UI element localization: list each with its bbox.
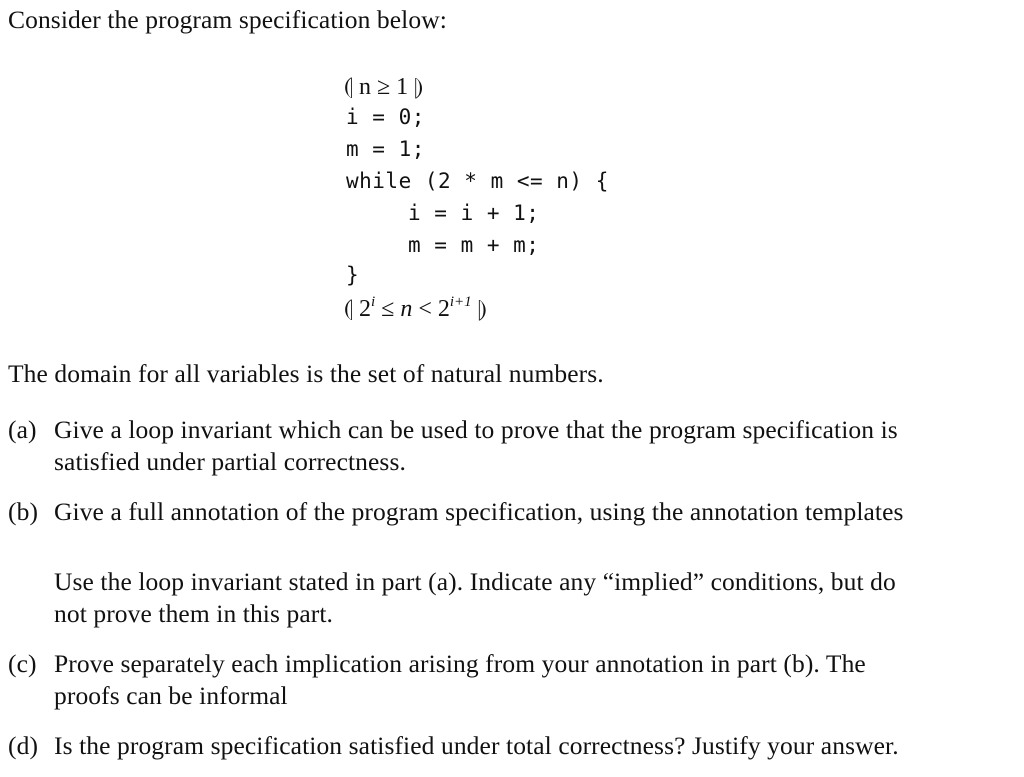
intro-text: Consider the program specification below: <box>8 5 447 34</box>
part-a-label: (a) <box>8 415 37 444</box>
postcondition-base-1: 2 <box>359 296 371 322</box>
postcondition-exponent-1: i <box>371 294 376 310</box>
domain-statement: The domain for all variables is the set of natural numbers. <box>8 359 604 388</box>
part-c-label: (c) <box>8 649 37 678</box>
code-line-5: m = m + m; <box>408 233 540 257</box>
code-line-3: while (2 * m <= n) { <box>346 169 609 193</box>
part-b-line-3: not prove them in this part. <box>54 599 334 628</box>
postcondition-base-2: 2 <box>437 296 450 322</box>
code-line-6: } <box>346 263 360 287</box>
postcondition-close: ⦈ <box>471 296 487 322</box>
postcondition <box>344 294 487 325</box>
part-d-label: (d) <box>8 731 39 760</box>
postcondition-exponent-2: i+1 <box>449 294 472 310</box>
part-a-line-1: Give a loop invariant which can be used to prove that the program specification is <box>54 415 898 444</box>
part-b-line-2: Use the loop invariant stated in part (a). Indicate any “implied” conditions, but do <box>54 567 896 596</box>
part-c-line-1: Prove separately each implication arising from your annotation in part (b). The <box>54 649 866 678</box>
postcondition-variable: n <box>400 296 413 322</box>
code-line-2: m = 1; <box>346 137 425 161</box>
code-line-1: i = 0; <box>346 105 425 129</box>
postcondition-relation-2: < <box>412 296 438 322</box>
part-c-line-2: proofs can be informal <box>54 681 288 710</box>
part-b-label: (b) <box>8 497 39 526</box>
part-b-line-1: Give a full annotation of the program specification, using the annotation templates <box>54 497 904 526</box>
part-a-line-2: satisfied under partial correctness. <box>54 447 406 476</box>
precondition: ⦇ n ≥ 1 ⦈ <box>344 74 424 100</box>
postcondition-open: ⦇ <box>344 296 359 322</box>
part-d-line-1: Is the program specification satisfied under total correctness? Justify your answer. <box>54 731 899 760</box>
code-line-4: i = i + 1; <box>408 201 540 225</box>
postcondition-relation-1: ≤ <box>375 296 401 322</box>
